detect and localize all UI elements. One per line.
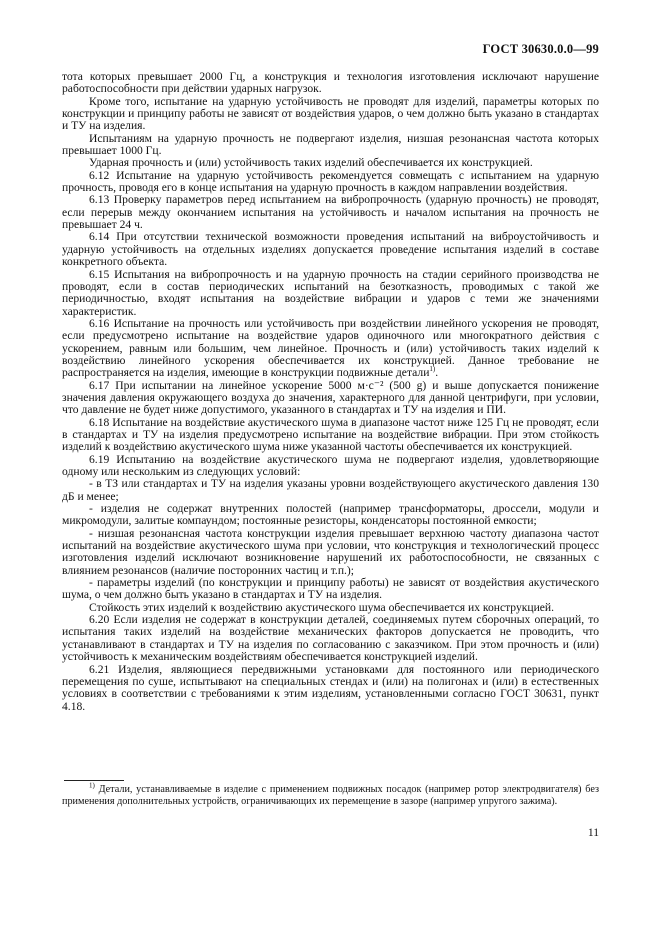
paragraph: 6.21 Изделия, являющиеся передвижными установками для постоянного или периодического перемещения по суше, испытывают на специальных стендах и (или) на полигонах и (или) в естественных условиях в соответствии с требованиями к этим изделиям, установленными согласно ГОСТ 30631, пункт 4.18. bbox=[62, 662, 599, 713]
document-header: ГОСТ 30630.0.0—99 bbox=[482, 42, 599, 56]
paragraph: тота которых превышает 2000 Гц, а конструкция и технология изготовления исключают нарушение работоспособности при действии ударных нагрузок. bbox=[62, 70, 599, 96]
paragraph: Кроме того, испытание на ударную устойчивость не проводят для изделий, параметры которых по конструкции и принципу работы не зависят от воздействия ударов, о чем должно быть указано в стандартах и ТУ на изделия. bbox=[62, 94, 599, 133]
list-item: - изделия не содержат внутренних полостей (например трансформаторы, дроссели, модули и микромодули, залитые компаундом; постоянные резисторы, конденсаторы постоянной емкости; bbox=[62, 502, 599, 528]
paragraph: Испытаниям на ударную прочность не подвергают изделия, низшая резонансная частота которых превышает 1000 Гц. bbox=[62, 131, 599, 158]
footnote-marker: 1) bbox=[89, 781, 95, 790]
paragraph: 6.20 Если изделия не содержат в конструкции деталей, соединяемых путем сборочных операций, то испытания таких изделий на воздействие механических факторов допускается не проводить, что устанавливают в стандартах и ТУ на изделия по согласованию с заказчиком. При этом прочность и (или) устойчивость к механическим воздействиям обеспечивается конструкцией изделий. bbox=[62, 613, 599, 664]
paragraph: 6.17 При испытании на линейное ускорение 5000 м·с⁻² (500 g) и выше допускается понижение значения давления окружающего воздуха до значения, характерного для данной центрифуги, при условии, что давление не будет ниже допустимого, указанного в стандартах и ТУ на изделия и ПИ. bbox=[62, 378, 599, 417]
list-item: - параметры изделий (по конструкции и принципу работы) не зависят от воздействия акустического шума, о чем должно быть указано в стандартах и ТУ на изделия. bbox=[62, 576, 599, 602]
paragraph: 6.19 Испытанию на воздействие акустического шума не подвергают изделия, удовлетворяющие одному или нескольким из следующих условий: bbox=[62, 452, 599, 478]
document-body bbox=[62, 71, 599, 713]
paragraph: 6.15 Испытания на вибропрочность и на ударную прочность на стадии серийного производства не проводят, если в состав периодических испытаний на безотказность, проводимых с такой же периодичностью, входят испытания на воздействие вибрации и ударов с теми же значениями характеристик. bbox=[62, 267, 599, 318]
paragraph-text: 6.16 Испытание на прочность или устойчивость при воздействии линейного ускорения не проводят, если предусмотрено испытание на воздействие ударов одиночного или многократного действия с ускорением, равным или большим, чем линейное. Прочность и (или) устойчивость таких изделий к воздействию линейного ускорения обеспечивается их конструкцией. Данное требование не распространяется на изделия, имеющие в конструкции подвижные детали bbox=[62, 316, 599, 380]
footnote bbox=[62, 781, 600, 807]
paragraph: Стойкость этих изделий к воздействию акустического шума обеспечивается их конструкцией. bbox=[89, 600, 555, 614]
list-item: - низшая резонансная частота конструкции изделия превышает верхнюю частоту диапазона частот испытаний на воздействие акустического шума при условии, что конструкция и технологический процесс изготовления изделий исключают возникновение нарушений их работоспособности, не связанных с влиянием резонансов (наличие посторонних частиц и т.п.); bbox=[62, 526, 599, 577]
footnote-reference: 1) bbox=[429, 365, 436, 374]
paragraph: 6.12 Испытание на ударную устойчивость рекомендуется совмещать с испытанием на ударную прочность, проводя его в конце испытания на ударную прочность в каждом направлении воздействия. bbox=[62, 168, 599, 195]
paragraph: 6.18 Испытание на воздействие акустического шума в диапазоне частот ниже 125 Гц не проводят, если в стандартах и ТУ на изделия предусмотрено испытание на воздействие вибрации. При этом стойкость изделий к воздействию акустического шума ниже указанной частоты обеспечивается их конструкцией. bbox=[62, 415, 599, 454]
list-item: - в ТЗ или стандартах и ТУ на изделия указаны уровни воздействующего акустического давления 130 дБ и менее; bbox=[62, 477, 599, 503]
paragraph: Ударная прочность и (или) устойчивость таких изделий обеспечивается их конструкцией. bbox=[89, 156, 533, 170]
page-number: 11 bbox=[587, 826, 599, 839]
paragraph-with-footnote: 6.16 Испытание на прочность или устойчивость при воздействии линейного ускорения не проводят, если предусмотрено испытание на воздействие ударов одиночного или многократного действия с ускорением, равным или большим, чем линейное. Прочность и (или) устойчивость таких изделий к воздействию линейного ускорения обеспечивается их конструкцией. Данное требование не распространяется на изделия, имеющие в конструкции подвижные детали$^{1)}$. bbox=[62, 316, 599, 380]
footnote-text: Детали, устанавливаемые в изделие с применением подвижных посадок (например ротор электродвигателя) без применения дополнительных устройств, ограничивающих их перемещение в зазоре (например упругого зажима). bbox=[62, 784, 600, 807]
paragraph: 6.13 Проверку параметров перед испытанием на вибропрочность (ударную прочность) не проводят, если перерыв между окончанием испытания на устойчивость и началом испытания на прочность не превышает 24 ч. bbox=[62, 193, 599, 232]
paragraph: 6.14 При отсутствии технической возможности проведения испытаний на виброустойчивость и ударную устойчивость на отдельных изделиях допускается проведение испытания изделий в составе конкретного объекта. bbox=[62, 230, 599, 269]
